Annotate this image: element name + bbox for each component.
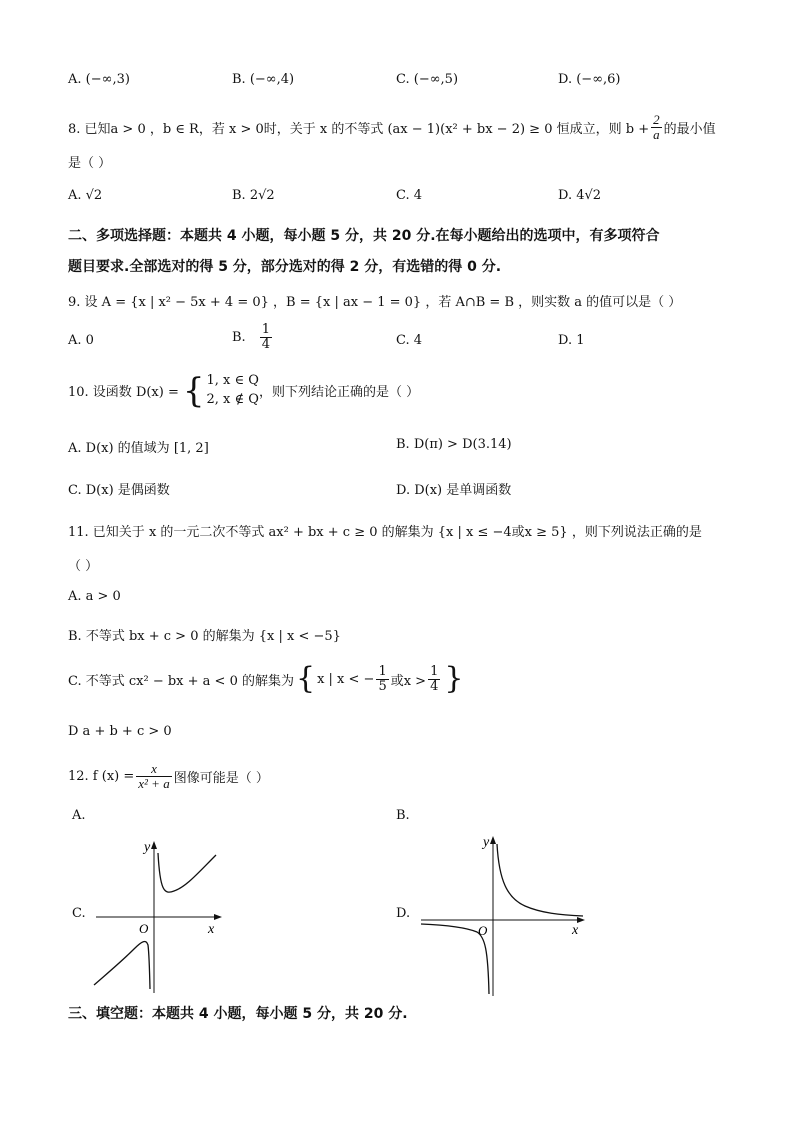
q7-option-a: A. (−∞,3)	[68, 72, 130, 87]
graph-left-y-label: y	[144, 840, 151, 855]
q7-option-b: B. (−∞,4)	[232, 72, 295, 87]
q9-option-b-label: B.	[232, 329, 246, 345]
graph-right-y-label: y	[483, 835, 490, 850]
q12-option-d-label: D.	[396, 906, 411, 921]
q9-option-b-num: 1	[261, 322, 270, 337]
section3-heading: 三、填空题：本题共 4 小题，每小题 5 分，共 20 分.	[68, 1006, 408, 1022]
graph-right-x-label: x	[572, 923, 579, 938]
q12-frac-den: x² + a	[138, 775, 170, 791]
q8-stem: 8. 已知a > 0 ，b ∈ R，若 x > 0时，关于 x 的不等式 (ax − 1)(x² + bx − 2) ≥ 0 恒成立，则 b +	[68, 121, 650, 137]
q10-brace: {	[182, 370, 205, 411]
q8-option-a: A. √2	[68, 188, 103, 203]
graph-right-origin-label: O	[478, 923, 488, 938]
q10-suffix: ，则下列结论正确的是（ ）	[258, 385, 420, 401]
q11-option-b: B. 不等式 bx + c > 0 的解集为 {x | x < −5}	[68, 629, 341, 644]
graph-right-curve-right	[497, 844, 583, 916]
q11-option-c-frac2	[428, 665, 440, 693]
q9-option-b	[232, 323, 272, 351]
q11-option-c-set-left: x | x < −	[317, 671, 375, 687]
q8-stem-line	[68, 113, 716, 141]
q9-option-b-fraction	[260, 323, 272, 351]
q12-frac-num: x	[136, 762, 171, 777]
graph-left-x-label: x	[208, 922, 215, 937]
q11-option-c-rbrace: }	[444, 661, 464, 696]
q8-fraction	[651, 113, 662, 141]
q9-option-c: C. 4	[396, 333, 423, 348]
q11-option-c-frac1	[376, 665, 388, 693]
q10-case2: 2, x ∉ Q	[206, 391, 259, 407]
graph-left-x-arrow	[214, 914, 222, 920]
q11-stem: 11. 已知关于 x 的一元二次不等式 ax² + bx + c ≥ 0 的解集为 {x | x ≤ −4或x ≥ 5} ，则下列说法正确的是	[68, 525, 702, 540]
q10-cases	[207, 372, 259, 410]
q11-option-c-lbrace: {	[295, 661, 316, 696]
q8-tail: 的最小值	[663, 121, 716, 137]
q9-option-d: D. 1	[558, 333, 585, 348]
q10-stem	[68, 372, 419, 410]
graph-right-y-arrow	[490, 836, 496, 844]
q8-option-c: C. 4	[396, 188, 423, 203]
q9-option-a: A. 0	[68, 333, 94, 348]
q12-stem	[68, 762, 269, 790]
q8-option-b: B. 2√2	[232, 188, 275, 203]
q12-option-c-label: C.	[72, 906, 86, 921]
q7-option-d: D. (−∞,6)	[558, 72, 621, 87]
graph-left-curve-right	[158, 853, 216, 892]
q11-option-d: D a + b + c > 0	[68, 724, 172, 739]
graph-left-origin-label: O	[139, 921, 149, 936]
q10-option-c: C. D(x) 是偶函数	[68, 483, 170, 498]
section2-heading-line2: 题目要求.全部选对的得 5 分，部分选对的得 2 分，有选错的得 0 分.	[68, 259, 502, 275]
q7-option-c: C. (−∞,5)	[396, 72, 459, 87]
q8-line2: 是（ ）	[68, 156, 112, 171]
q8-frac-num: 2	[653, 112, 660, 127]
q12-suffix: 图像可能是（ ）	[173, 770, 269, 786]
q11-option-c-num2: 1	[430, 663, 439, 679]
q8-frac-den: a	[653, 126, 660, 142]
section2-heading-line1: 二、多项选择题：本题共 4 小题，每小题 5 分，共 20 分.在每小题给出的选项中，有多项符合	[68, 228, 660, 244]
q12-graph-left	[90, 835, 230, 995]
q11-option-a: A. a > 0	[68, 589, 121, 604]
q11-option-c-num1: 1	[378, 663, 387, 679]
q11-line2: （ ）	[68, 559, 99, 574]
q11-option-c-den1: 5	[378, 678, 387, 694]
q10-prefix: 10. 设函数 D(x) =	[68, 385, 179, 401]
q9-stem: 9. 设 A = {x | x² − 5x + 4 = 0} ，B = {x | ax − 1 = 0} ，若 A∩B = B ，则实数 a 的值可以是（ ）	[68, 295, 682, 310]
q12-fraction	[136, 762, 171, 790]
q10-option-a: A. D(x) 的值域为 [1, 2]	[68, 441, 209, 456]
q12-prefix: 12. f (x) =	[68, 768, 135, 784]
q10-option-d: D. D(x) 是单调函数	[396, 483, 512, 498]
q11-option-c-mid: 或x >	[390, 673, 427, 689]
q10-case1: 1, x ∈ Q	[206, 373, 259, 388]
q11-option-c-prefix: C. 不等式 cx² − bx + a < 0 的解集为	[68, 673, 294, 689]
graph-left-y-arrow	[151, 841, 157, 849]
q12-option-b-label: B.	[396, 808, 410, 823]
q10-option-b: B. D(π) > D(3.14)	[396, 437, 512, 452]
graph-left-curve-left	[94, 942, 150, 989]
q8-option-d: D. 4√2	[558, 188, 602, 203]
q11-option-c-den2: 4	[430, 678, 439, 694]
q12-graph-right	[415, 830, 595, 1000]
q9-option-b-den: 4	[261, 336, 270, 352]
q12-option-a-label: A.	[72, 808, 86, 823]
q11-option-c	[68, 661, 464, 696]
